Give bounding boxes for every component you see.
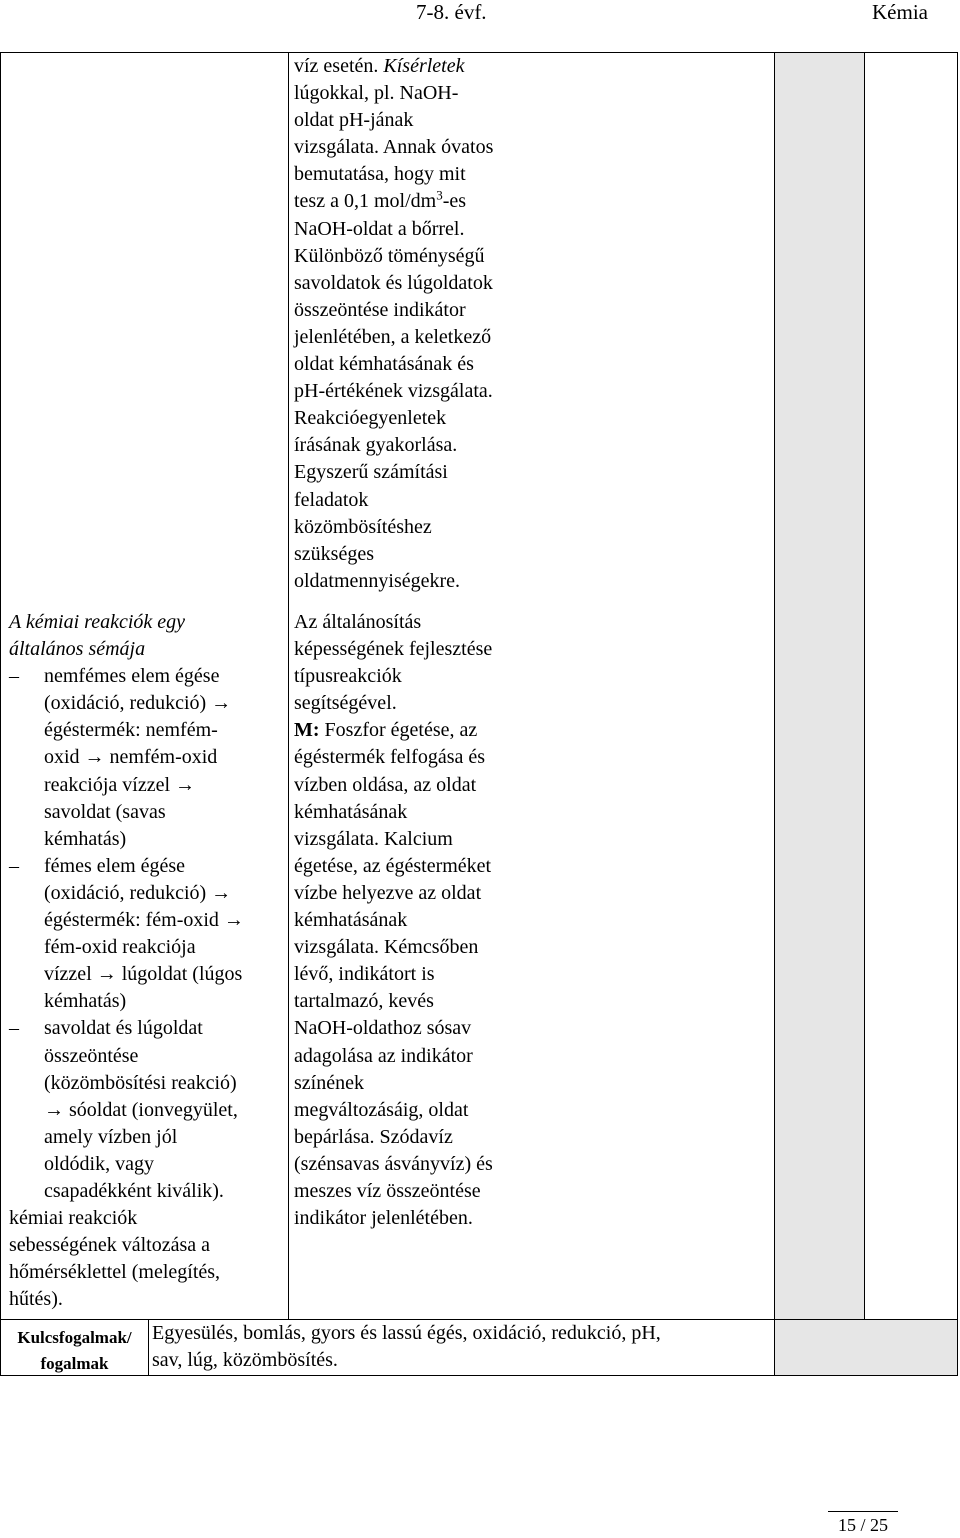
header-subject: Kémia (872, 0, 928, 24)
grey-keyconcepts-cell (774, 1320, 957, 1375)
bullet-nonmetal-combustion: – nemfémes elem égése (oxidáció, redukció) → égéstermék: nemfém- oxid → nemfém-oxid reakciója vízzel → savoldat (savas kémhatás) (9, 665, 232, 850)
grey-column-1 (774, 53, 864, 1375)
keyconcepts-divider (148, 1320, 149, 1375)
content-cell: A kémiai reakciók egy általános sémája – nemfémes elem égése (oxidáció, redukció) → égéstermék: nemfém- oxid → nemfém-oxid reakciója vízzel → savoldat (savas kémhatás) – fémes elem égése (oxidáció, redukció) → égéstermék: fém-oxid → fém-oxid reakciója vízzel → lúgoldat (lúgos kémhatás) – savoldat és lúgoldat összeöntése (közömbösítési reakció) → sóoldat (ionvegyület, amely vízben jól oldódik, vagy csapadékként kiválik). kémiai reakciók sebességének változása a hőmérséklettel (melegítés, hűtés). (9, 609, 281, 1313)
bullet-metal-combustion: – fémes elem égése (oxidáció, redukció) → égéstermék: fém-oxid → fém-oxid reakciója vízzel → lúgoldat (lúgos kémhatás) (9, 854, 244, 1013)
page-number: 15 / 25 (838, 1515, 889, 1535)
keyconcepts-label: Kulcsfogalmak/ fogalmak (17, 1328, 132, 1373)
curriculum-table (0, 52, 958, 1376)
keyconcepts-text: Egyesülés, bomlás, gyors és lassú égés, oxidáció, redukció, pH, sav, lúg, közömbösítés. (152, 1322, 661, 1371)
activity-cell-top: víz esetén. Kísérletek lúgokkal, pl. NaOH- oldat pH-jának vizsgálata. Annak óvatos bemutatása, hogy mit tesz a 0,1 mol/$dm^3-es$ NaOH-oldat a bőrrel. Különböző töménységű savoldatok és lúgoldatok összeöntése indikátor jelenlétében, a keletkező oldat kémhatásának és pH-értékének vizsgálata. Reakcióegyenletek írásának gyakorlása. Egyszerű számítási feladatok közömbösítéshez szükséges oldatmennyiségekre. (294, 55, 494, 592)
activity-cell-bottom: Az általánosítás képességének fejlesztése típusreakciók segítségével. M: Foszfor égetése, az égéstermék felfogása és vízben oldása, az oldat kémhatásának vizsgálata. Kalcium égetése, az égésterméket vízbe helyezve az oldat kémhatásának vizsgálata. Kémcsőben lévő, indikátort is tartalmazó, kevés NaOH-oldathoz sósav adagolása az indikátor színének megváltozásáig, oldat bepárlása. Szódavíz (szénsavas ásványvíz) és meszes víz összeöntése indikátor jelenlétében. (294, 611, 493, 1230)
footer-rule (828, 1511, 898, 1512)
column-divider-1 (288, 53, 289, 1319)
column-divider-2 (774, 53, 775, 1375)
bullet-neutralization: – savoldat és lúgoldat összeöntése (közömbösítési reakció) → sóoldat (ionvegyület, amely vízben jól oldódik, vagy csapadékként kiválik). (9, 1017, 238, 1202)
column-divider-3 (864, 53, 865, 1319)
header-grade: 7-8. évf. (416, 0, 487, 24)
